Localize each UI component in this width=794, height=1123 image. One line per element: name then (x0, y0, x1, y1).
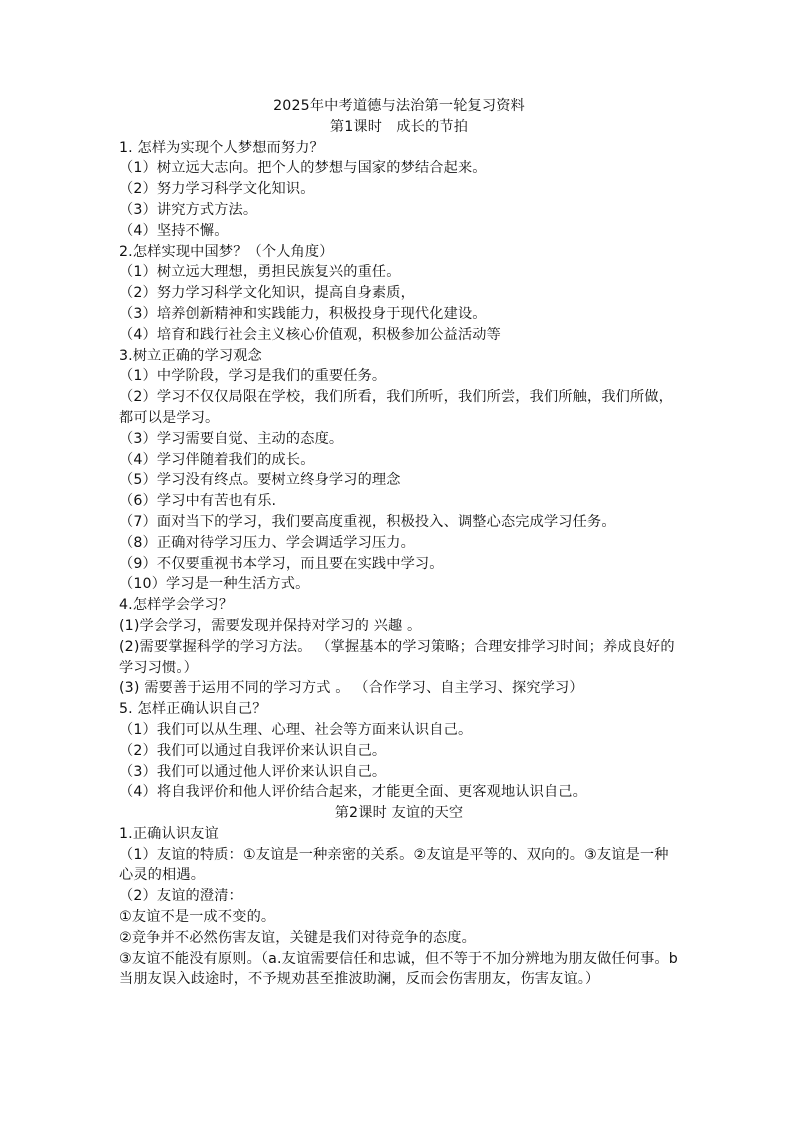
text-line: 1.正确认识友谊 (119, 825, 219, 842)
text-line: 3.树立正确的学习观念 (119, 347, 262, 364)
document-body (119, 96, 679, 990)
text-line: （3）讲究方式方法。 (119, 201, 258, 218)
text-line: （5）学习没有终点。要树立终身学习的理念 (119, 472, 401, 489)
text-line: ①友谊不是一成不变的。 (119, 909, 276, 926)
document-title: 2025年中考道德与法治第一轮复习资料 (273, 98, 525, 114)
text-line: （4）培育和践行社会主义核心价值观，积极参加公益活动等 (119, 326, 501, 343)
text-line: （3）培养创新精神和实践能力，积极投身于现代化建设。 (119, 305, 487, 322)
text-line: （1）我们可以从生理、心理、社会等方面来认识自己。 (119, 721, 473, 738)
text-paragraph: (2)需要掌握科学的学习方法。 （掌握基本的学习策略；合理安排学习时间；养成良好的学习习惯。） (119, 638, 675, 676)
text-paragraph: （2）学习不仅仅局限在学校，我们所看，我们所听，我们所尝，我们所触，我们所做，都可以是学习。 (119, 389, 674, 426)
text-line: （4）学习伴随着我们的成长。 (119, 451, 315, 468)
text-line: （8）正确对待学习压力、学会调适学习压力。 (119, 534, 415, 551)
text-line: （3）我们可以通过他人评价来认识自己。 (119, 763, 387, 780)
text-line: 1. 怎样为实现个人梦想而努力？ (119, 139, 324, 156)
text-line: （2）努力学习科学文化知识。 (119, 181, 315, 198)
text-line: （2）努力学习科学文化知识，提高自身素质， (119, 285, 415, 302)
text-line: (1)学会学习，需要发现并保持对学习的 兴趣 。 (119, 617, 422, 634)
lesson-1-title: 第1课时 成长的节拍 (329, 118, 469, 135)
text-line: （9）不仅要重视书本学习，而且要在实践中学习。 (119, 555, 444, 572)
text-line: （2）友谊的澄清： (119, 888, 243, 905)
text-line: 4.怎样学会学习？ (119, 597, 234, 614)
text-line: （4）坚持不懈。 (119, 222, 229, 239)
text-line: （3）学习需要自觉、主动的态度。 (119, 430, 344, 447)
text-line: （7）面对当下的学习，我们要高度重视，积极投入、调整心态完成学习任务。 (119, 513, 616, 530)
text-line: 2.怎样实现中国梦？（个人角度） (119, 243, 334, 260)
lesson-2-title: 第2课时 友谊的天空 (334, 805, 464, 822)
text-line: （6）学习中有苦也有乐. (119, 493, 277, 510)
text-line: （2）我们可以通过自我评价来认识自己。 (119, 742, 387, 759)
text-paragraph: ③友谊不能没有原则。（a.友谊需要信任和忠诚，但不等于不加分辨地为朋友做任何事。b当朋友误入歧途时，不予规劝甚至推波助澜，反而会伤害朋友，伤害友谊。） (119, 950, 678, 988)
text-line: 5. 怎样正确认识自己？ (119, 701, 267, 718)
text-line: ②竞争并不必然伤害友谊，关键是我们对待竞争的态度。 (119, 929, 476, 946)
text-line: （4）将自我评价和他人评价结合起来，才能更全面、更客观地认识自己。 (119, 784, 587, 801)
text-line: （10）学习是一种生活方式。 (119, 576, 310, 593)
text-line: （1）树立远大志向。把个人的梦想与国家的梦结合起来。 (119, 160, 487, 177)
text-line: (3) 需要善于运用不同的学习方式 。 （合作学习、自主学习、探究学习） (119, 680, 584, 697)
text-line: （1）树立远大理想，勇担民族复兴的重任。 (119, 264, 401, 281)
text-paragraph: （1）友谊的特质：①友谊是一种亲密的关系。②友谊是平等的、双向的。③友谊是一种心灵的相遇。 (119, 846, 669, 884)
text-line: （1）中学阶段，学习是我们的重要任务。 (119, 368, 387, 385)
